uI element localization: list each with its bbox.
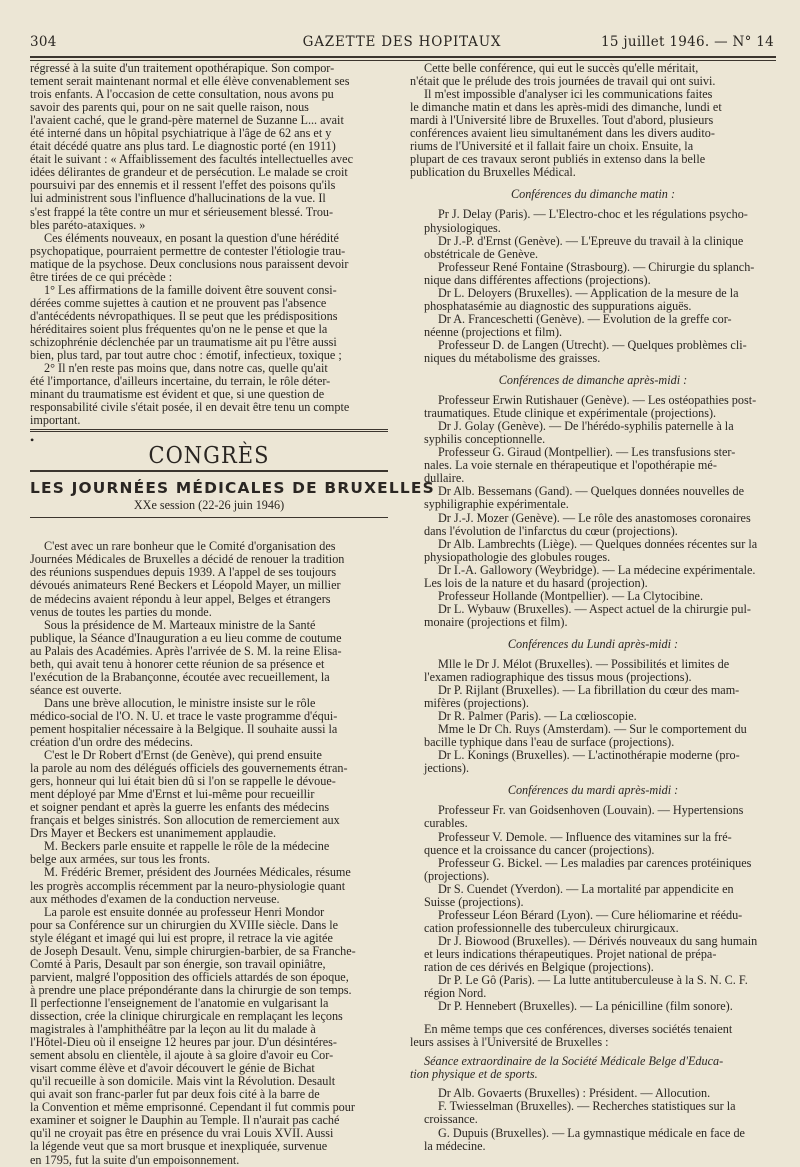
lecture-entry: Mme le Dr Ch. Ruys (Amsterdam). — Sur le comportement du bacille typhique dans l'eau de surface (projections). bbox=[424, 722, 747, 750]
article-session: XXe session (22-26 juin 1946) bbox=[133, 498, 285, 513]
lecture-entry: Dr I.-A. Gallowory (Weybridge). — La médecine expérimentale. Les lois de la nature et du hasard (projection). bbox=[424, 562, 756, 590]
lecture-entry: Dr J. Golay (Genève). — De l'hérédo-syphilis paternelle à la syphilis conceptionnelle. bbox=[424, 419, 734, 447]
lecture-entry: Dr L. Wybauw (Bruxelles). — Aspect actuel de la chirurgie pul- monaire (projections et film). bbox=[424, 601, 751, 629]
article-paragraph: M. Beckers parle ensuite et rappelle le rôle de la médecine belge aux armées, sur tous les fronts. bbox=[30, 839, 330, 867]
conclusion-one: 1° Les affirmations de la famille doivent être souvent consi- dérées comme sujettes à caution et ne prouvent pas l'absence d'antécédents névropathiques. Il se peut que les prédispositions héréditaires soient plus fréquentes qu'on ne le pense et que la schizophrénie déclenchée par un traumatisme ait pu l'être aussi bien, plus tard, par tout autre choc : émotif, infectieux, toxique ; bbox=[30, 282, 342, 363]
section-title: Conférences du Lundi après-midi : bbox=[507, 636, 679, 651]
lecture-entry: Pr J. Delay (Paris). — L'Electro-choc et les régulations psycho- physiologiques. bbox=[424, 207, 748, 235]
article-end-rule bbox=[30, 429, 388, 432]
society-entry: Dr Alb. Govaerts (Bruxelles) : Président. — Allocution. bbox=[438, 1086, 711, 1101]
article-paragraph: Dans une brève allocution, le ministre insiste sur le rôle médico-social de l'O. N. U. et trace le vaste programme d'équi- pement hospitalier nécessaire à la Belgique. Il souhaite aussi la création d'un ordre des médecins. bbox=[30, 695, 338, 750]
lecture-entry: Dr J.-P. d'Ernst (Genève). — L'Epreuve du travail à la clinique obstétricale de Genève. bbox=[424, 233, 744, 261]
society-entry: F. Twiesselman (Bruxelles). — Recherches statistiques sur la croissance. bbox=[424, 1099, 736, 1127]
lecture-entry: Dr P. Hennebert (Bruxelles). — La pénicilline (film sonore). bbox=[438, 999, 733, 1014]
lecture-entry: Dr R. Palmer (Paris). — La cœlioscopie. bbox=[438, 709, 637, 724]
lecture-entry: Professeur G. Giraud (Montpellier). — Les transfusions ster- nales. La voie sternale en thérapeutique et l'opothérapie mé- dullaire. bbox=[424, 445, 736, 486]
article-paragraph: La parole est ensuite donnée au professeur Henri Mondor pour sa Conférence sur un chirurgien du XVIIIe siècle. Dans le style élégant et imagé qui lui est propre, il retrace la vie agitée de Joseph Desault. Venu, simple chirurgien-barbier, de sa Franche- Comté à Paris, Desault par son énergie, son travail opiniâtre, parvient, malgré l'opposition des officiels attardés de son époque, à prendre une place prépondérante dans la chirurgie de son temps. Il perfectionne l'enseignement de l'anatomie en vulgarisant la dissection, crée la clinique chirurgicale en remplaçant les leçons magistrales à l'amphithéâtre par la leçon au lit du malade à l'Hôtel-Dieu où il enseigne 12 heures par jour. D'un désintéres- sement absolu en clientèle, il ajoute à sa gloire d'avoir eu Cor- visart comme élève et d'avoir découvert le génie de Bichat qu'il recueille à son domicile. Mais vint la Révolution. Desault qui avait son franc-parler fut par deux fois cité à la barre de la Convention et même emprisonné. Cependant il fut commis pour examiner et soigner le Dauphin au Temple. Il n'aurait pas caché qu'il ne croyait pas être en présence du vrai Louis XVII. Aussi la légende veut que sa mort brusque et inexpliquée, survenue en 1795, fut la suite d'un empoisonnement. bbox=[30, 904, 356, 1167]
article-title: LES JOURNÉES MÉDICALES DE BRUXELLES bbox=[30, 479, 435, 498]
lecture-entry: Professeur Hollande (Montpellier). — La Clytocibine. bbox=[438, 588, 704, 603]
article-paragraph: C'est avec un rare bonheur que le Comité d'organisation des Journées Médicales de Bruxelles a décidé de renouer la tradition des réunions suspendues depuis 1939. A l'appel de ses toujours dévoués animateurs René Beckers et Léopold Mayer, un millier de médecins avaient répondu à leur appel, Belges et étrangers venus de toutes les parties du monde. bbox=[30, 539, 345, 619]
lecture-entry: Dr A. Franceschetti (Genève). — Evolution de la greffe cor- néenne (projections et film). bbox=[424, 311, 732, 339]
left-column bbox=[30, 61, 435, 1167]
issue-date: 15 juillet 1946. — N° 14 bbox=[601, 34, 774, 50]
article-paragraph: M. Frédéric Bremer, président des Journées Médicales, résume les progrès accomplis récemment par la neuro-physiologie quant aux méthodes d'examen de la conduction nerveuse. bbox=[30, 865, 351, 906]
lecture-entry: Dr P. Rijlant (Bruxelles). — La fibrillation du cœur des mam- mifères (projections). bbox=[424, 683, 740, 711]
lecture-entry: Professeur G. Bickel. — Les maladies par carences protéiniques (projections). bbox=[424, 855, 752, 883]
section-title: Conférences du mardi après-midi : bbox=[507, 783, 679, 798]
lecture-entry: Dr P. Le Gô (Paris). — La lutte antituberculeuse à la S. N. C. F. région Nord. bbox=[424, 973, 748, 1001]
lecture-entry: Professeur Erwin Rutishauer (Genève). — Les ostéopathies post- traumatiques. Etude clinique et expérimentale (projections). bbox=[424, 393, 757, 421]
discussion-paragraph: Ces éléments nouveaux, en posant la question d'une hérédité psychopatique, pourraient permettre de contester l'étiologie trau- matique de la psychose. Deux conclusions nous paraissent devoir être tirées de ce qui précède : bbox=[30, 230, 349, 284]
society-entry: G. Dupuis (Bruxelles). — La gymnastique médicale en face de la médecine. bbox=[424, 1125, 745, 1153]
right-column bbox=[410, 61, 776, 1153]
society-title: Séance extraordinaire de la Société Médicale Belge d'Educa- tion physique et de sports. bbox=[410, 1054, 724, 1082]
lecture-entry: Dr L. Konings (Bruxelles). — L'actinothérapie moderne (pro- jections). bbox=[424, 748, 740, 776]
case-paragraph: régressé à la suite d'un traitement opothérapique. Son compor- tement serait maintenant normal et elle élève convenablement ses trois enfants. A l'occasion de cette consultation, nous avons pu savoir des parents qui, pour on ne sait quelle raison, nous l'avaient caché, que le grand-père maternel de Suzanne L... avait été interné dans un hôpital psychiatrique à l'âge de 62 ans et y était décédé quatre ans plus tard. Le diagnostic porté (en 1911) était le suivant : « Affaiblissement des facultés intellectuelles avec idées délirantes de grandeur et de persécution. Le malade se croit poursuivi par des ennemis et il ressent l'effet des poisons qu'ils lui administrent sous l'influence d'hallucinations de la vue. Il s'est frappé la tête contre un mur et sérieusement blessé. Trou- bles paréto-ataxiques. » bbox=[30, 61, 353, 232]
bullet-mark: • bbox=[30, 433, 35, 448]
lecture-entry: Professeur Léon Bérard (Lyon). — Cure héliomarine et réédu- cation professionnelle des tuberculeux chirurgicaux. bbox=[424, 907, 743, 935]
section-title: Conférences du dimanche matin : bbox=[510, 187, 676, 202]
lecture-entry: Dr S. Cuendet (Yverdon). — La mortalité par appendicite en Suisse (projections). bbox=[424, 881, 734, 909]
section-title: Conférences de dimanche après-midi : bbox=[498, 373, 688, 388]
intro-paragraph: Cette belle conférence, qui eut le succès qu'elle méritait, n'était que le prélude des trois journées de travail qui ont suivi. bbox=[410, 61, 716, 89]
journal-title: GAZETTE DES HOPITAUX bbox=[302, 34, 502, 50]
header-rule bbox=[30, 56, 776, 58]
lecture-entry: Professeur V. Demole. — Influence des vitamines sur la fré- quence et la croissance du cancer (projections). bbox=[424, 829, 732, 857]
conclusion-two: 2° Il n'en reste pas moins que, dans notre cas, quelle qu'ait été l'importance, d'ailleurs incertaine, du terrain, le rôle déter- minant du traumatisme est évident et que, si une question de responsabilité civile s'était posée, il en devait être tenu un compte important. bbox=[30, 361, 350, 428]
lecture-entry: Dr Alb. Bessemans (Gand). — Quelques données nouvelles de syphiligraphie expérimentale. bbox=[424, 484, 744, 512]
article-paragraph: C'est le Dr Robert d'Ernst (de Genève), qui prend ensuite la parole au nom des délégués officiels des gouvernements étran- gers, honneur qui lui était bien dû si l'on se rappelle le dévoue- ment déployé par Mme d'Ernst et lui-même pour recueillir et soigner pendant et après la guerre les enfants des médecins français et belges sinistrés. Son allocution de remerciement aux Drs Mayer et Beckers est unanimement applaudie. bbox=[30, 748, 348, 841]
lecture-entry: Dr J. Biowood (Bruxelles). — Dérivés nouveaux du sang humain et leurs indications thérapeutiques. Projet national de prépa- ration de ces dérivés en Belgique (projections). bbox=[424, 933, 758, 974]
article-paragraph: Sous la présidence de M. Marteaux ministre de la Santé publique, la Séance d'Inauguration a eu lieu comme de coutume au Palais des Académies. Après l'arrivée de S. M. la reine Elisa- beth, qui avait tenu à honorer cette réunion de sa présence et l'exécution de la Brabançonne, écoutée avec recueillement, la séance est ouverte. bbox=[30, 617, 342, 697]
intro-paragraph: Il m'est impossible d'analyser ici les communications faites le dimanche matin et dans les après-midi des dimanche, lundi et mardi à l'Université libre de Bruxelles. Tout d'abord, plusieurs conférences avaient lieu simultanément dans les divers audito- riums de l'Université et il fallait faire un choix. Ensuite, la plupart de ces travaux seront publiés in extenso dans la belle publication du Bruxelles Médical. bbox=[410, 87, 722, 180]
lecture-entry: Dr J.-J. Mozer (Genève). — Le rôle des anastomoses coronaires dans l'évolution de l'infarctus du cœur (projections). bbox=[424, 510, 751, 538]
lecture-entry: Dr L. Deloyers (Bruxelles). — Application de la mesure de la phosphatasémie au diagnostic des suppurations aiguës. bbox=[424, 285, 739, 313]
section-rule bbox=[30, 470, 388, 472]
lecture-entry: Professeur D. de Langen (Utrecht). — Quelques problèmes cli- niques du métabolisme des graisses. bbox=[424, 337, 747, 365]
page-header bbox=[30, 34, 774, 54]
lecture-entry: Dr Alb. Lambrechts (Liège). — Quelques données récentes sur la physiopathologie des globules rouges. bbox=[424, 536, 758, 564]
lecture-entry: Mlle le Dr J. Mélot (Bruxelles). — Possibilités et limites de l'examen radiographique des tissus mous (projections). bbox=[424, 656, 730, 685]
section-heading: CONGRÈS bbox=[148, 441, 270, 469]
page-number: 304 bbox=[30, 34, 57, 50]
lecture-entry: Professeur René Fontaine (Strasbourg). — Chirurgie du splanch- nique dans différentes affections (projections). bbox=[424, 259, 755, 287]
closing-paragraph: En même temps que ces conférences, diverses sociétés tenaient leurs assises à l'Université de Bruxelles : bbox=[410, 1022, 733, 1050]
lecture-entry: Professeur Fr. van Goidsenhoven (Louvain). — Hypertensions curables. bbox=[424, 803, 744, 831]
title-rule bbox=[30, 517, 388, 518]
